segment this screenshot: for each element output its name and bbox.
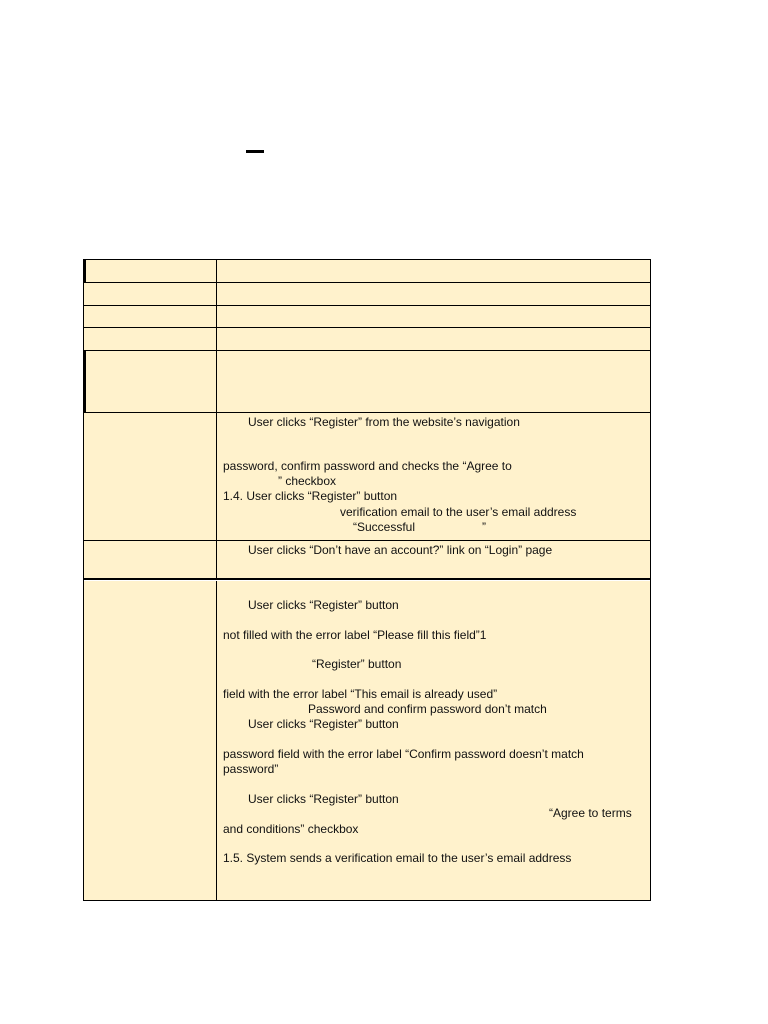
label-cell: [84, 377, 217, 412]
value-cell: [217, 351, 650, 377]
main-flow-line: ” checkbox: [278, 474, 337, 488]
table-row-alt-flow: [84, 541, 650, 578]
divider: [84, 578, 650, 580]
label-cell: [84, 328, 217, 350]
use-case-table: [83, 259, 651, 901]
table-row: [84, 306, 650, 328]
label-cell: [84, 351, 217, 377]
main-flow-line: “Successful: [353, 520, 416, 534]
title-dash: [246, 150, 264, 153]
label-cell: [84, 413, 217, 540]
table-row-exceptions: [84, 581, 650, 900]
value-cell: [217, 328, 650, 350]
main-flow-line: User clicks “Register” from the website’s navigation: [248, 415, 520, 429]
table-row: [84, 260, 650, 283]
exception-line: “Agree to terms: [549, 806, 632, 820]
exception-line: field with the error label “This email is already used”: [223, 687, 498, 701]
exception-line: password field with the error label “Confirm password doesn’t match: [223, 747, 584, 761]
exception-line: User clicks “Register” button: [248, 598, 399, 612]
label-cell: [84, 306, 217, 327]
table-row: [84, 283, 650, 306]
label-cell: [84, 283, 217, 305]
table-row: [84, 328, 650, 351]
value-cell: [217, 306, 650, 327]
exception-line: “Register” button: [312, 657, 402, 671]
exception-line: and conditions” checkbox: [223, 822, 359, 836]
exceptions-cell: [217, 581, 650, 900]
label-cell: [84, 581, 217, 900]
exception-line: 1.5. System sends a verification email to the user’s email address: [223, 851, 572, 865]
label-cell: [84, 260, 217, 282]
main-flow-cell: [217, 413, 650, 540]
main-flow-line: 1.4. User clicks “Register” button: [223, 489, 398, 503]
exception-line: not filled with the error label “Please fill this field”1: [223, 628, 487, 642]
table-row-main-flow: [84, 413, 650, 541]
table-row: [84, 377, 650, 413]
main-flow-line: ”: [482, 520, 486, 534]
main-flow-line: verification email to the user’s email address: [340, 505, 577, 519]
exception-line: password”: [223, 762, 279, 776]
value-cell: [217, 377, 650, 412]
exception-line: User clicks “Register” button: [248, 717, 399, 731]
label-cell: [84, 541, 217, 578]
main-flow-line: password, confirm password and checks the “Agree to: [223, 459, 512, 473]
alt-flow-cell: [217, 541, 650, 578]
table-row: [84, 351, 650, 377]
value-cell: [217, 283, 650, 305]
alt-flow-line: User clicks “Don’t have an account?” link on “Login” page: [248, 543, 553, 557]
exception-line: User clicks “Register” button: [248, 792, 399, 806]
exception-line: Password and confirm password don’t match: [308, 702, 547, 716]
value-cell: [217, 260, 650, 282]
